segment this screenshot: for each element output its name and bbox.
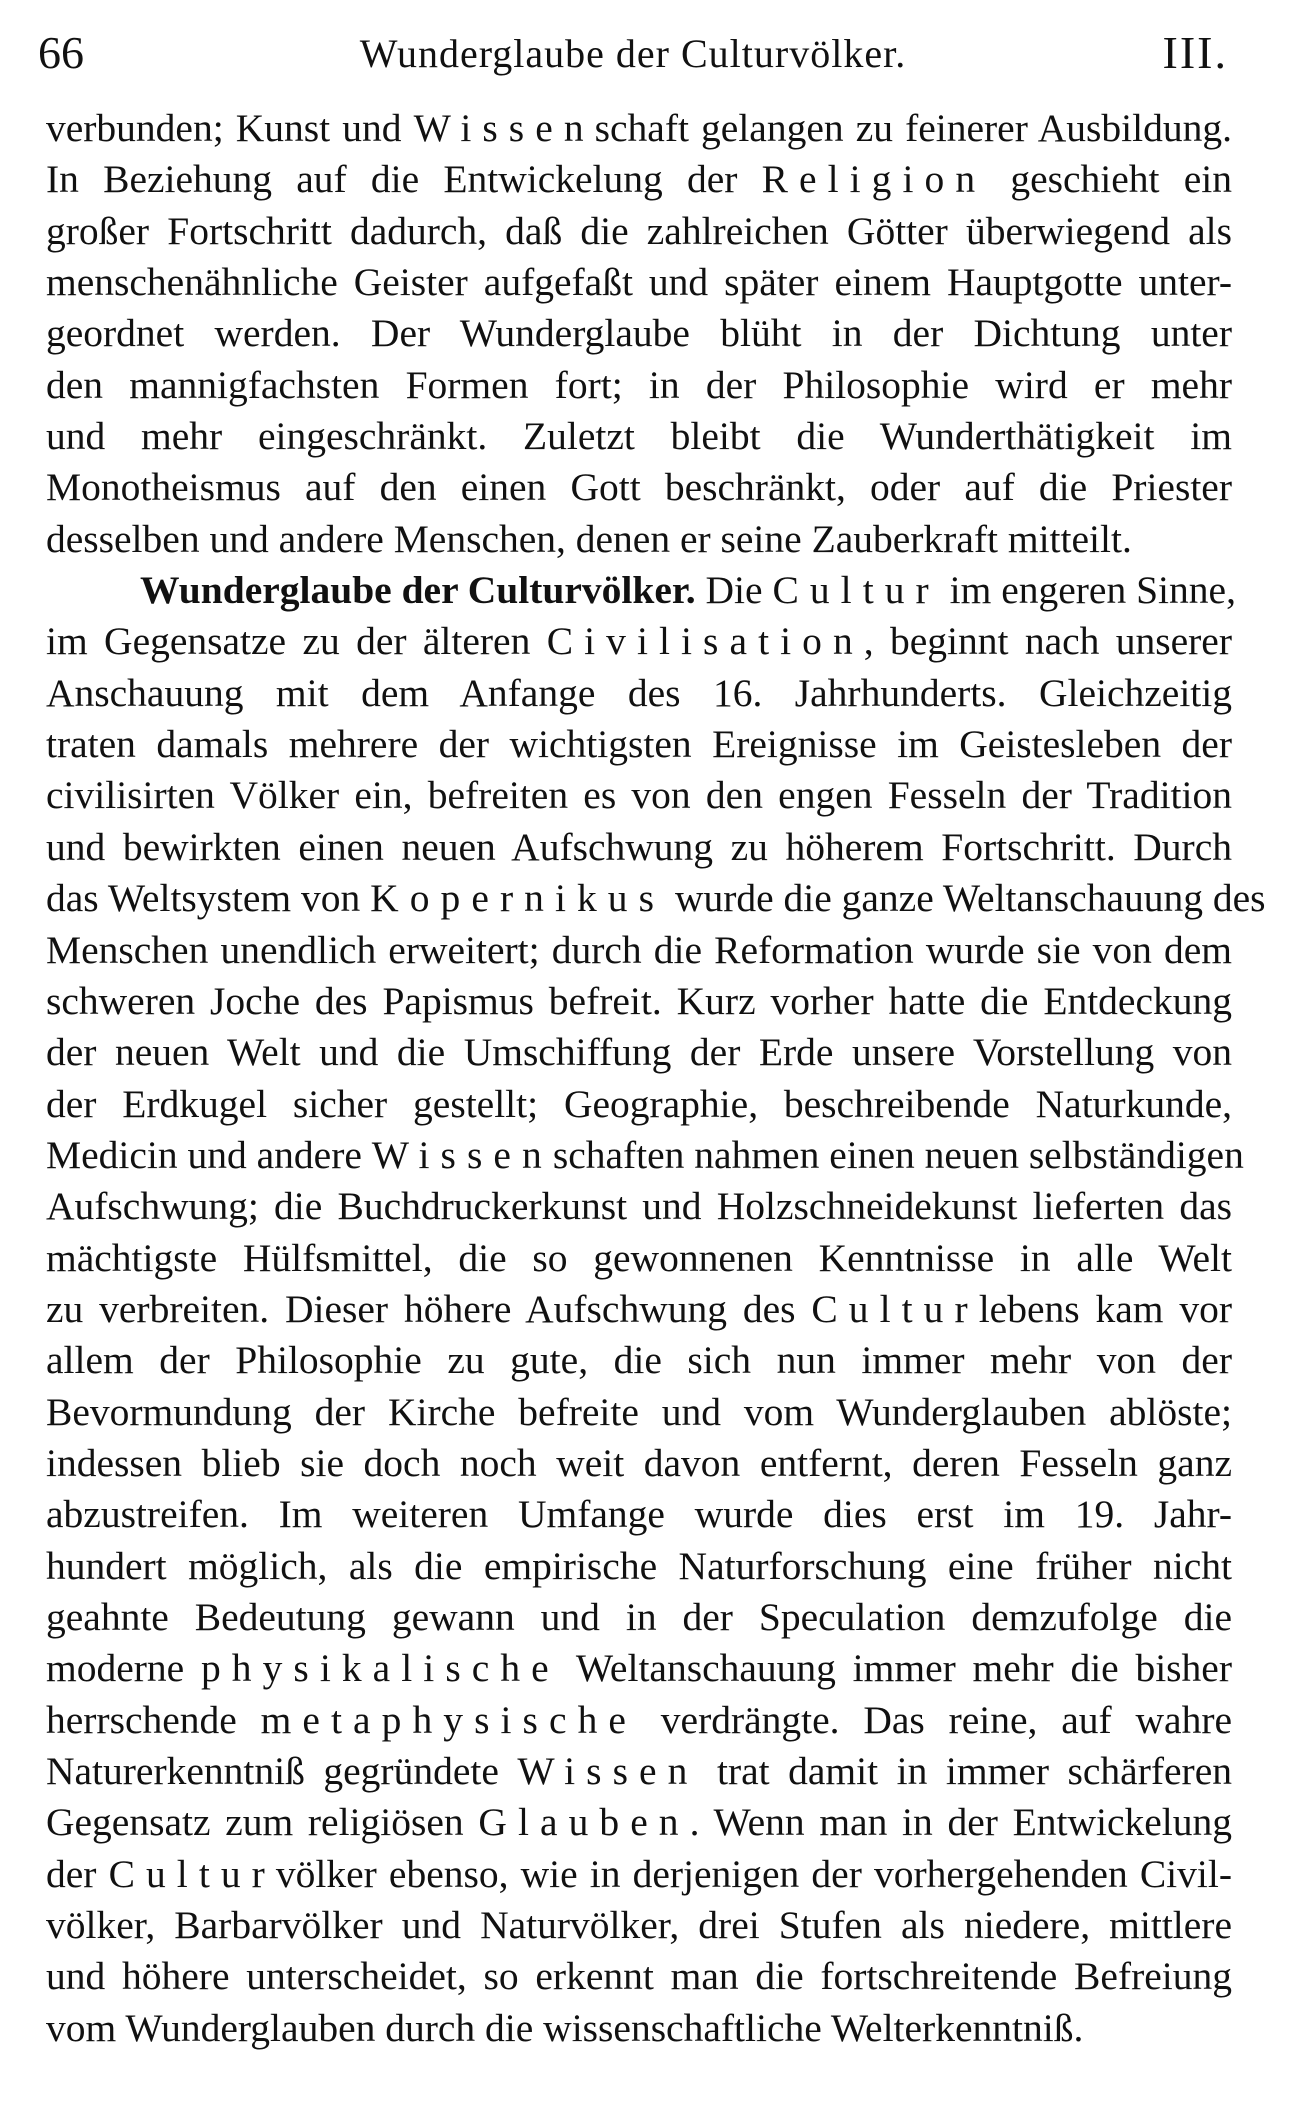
text-line: völker, Barbarvölker und Naturvölker, drei Stufen als niedere, mittlere <box>46 1903 1232 1948</box>
text-line: geordnet werden. Der Wunderglaube blüht in der Dichtung unter <box>46 311 1232 356</box>
text-line: Bevormundung der Kirche befreite und vom Wunderglauben ablöste; <box>46 1389 1232 1434</box>
text-line: geahnte Bedeutung gewann und in der Speculation demzufolge die <box>46 1594 1232 1639</box>
text-line: und mehr eingeschränkt. Zuletzt bleibt die Wunderthätigkeit im <box>46 414 1232 459</box>
text-line: Wunderglaube der Culturvölker. Die Cultur im engeren Sinne, <box>140 568 1236 613</box>
running-title: Wunderglaube der Culturvölker. <box>359 31 907 76</box>
text-line: mächtigste Hülfsmittel, die so gewonnenen Kenntnisse in alle Welt <box>46 1235 1232 1280</box>
page-header <box>38 24 1228 84</box>
spaced-emphasis: Wissen <box>371 1132 553 1177</box>
text-line: menschenähnliche Geister aufgefaßt und später einem Hauptgotte unter- <box>46 260 1232 305</box>
text-line: traten damals mehrere der wichtigsten Ereignisse im Geistesleben der <box>46 722 1232 767</box>
page-number: 66 <box>38 27 84 78</box>
text-line: Gegensatz zum religiösen Glauben. Wenn man in der Entwickelung <box>46 1800 1232 1845</box>
spaced-emphasis: Civilisation <box>546 619 864 664</box>
text-line: den mannigfachsten Formen fort; in der Philosophie wird er mehr <box>46 362 1232 407</box>
text-line: In Beziehung auf die Entwickelung der Religion geschieht ein <box>46 157 1232 202</box>
text-line: allem der Philosophie zu gute, die sich nun immer mehr von der <box>46 1338 1232 1383</box>
spaced-emphasis: metaphysische <box>260 1697 637 1742</box>
spaced-emphasis: Glauben <box>478 1800 690 1845</box>
text-line: der Erdkugel sicher gestellt; Geographie, beschreibende Naturkunde, <box>46 1081 1232 1126</box>
spaced-emphasis: Cultur <box>811 1286 979 1331</box>
text-line: zu verbreiten. Dieser höhere Aufschwung des Culturlebens kam vor <box>46 1286 1232 1331</box>
spaced-emphasis: Wissen <box>413 106 595 150</box>
text-line: Naturerkenntniß gegründete Wissen trat damit in immer schärferen <box>46 1749 1232 1793</box>
text-line: großer Fortschritt dadurch, daß die zahlreichen Götter überwiegend als <box>46 208 1232 253</box>
spaced-emphasis: Cultur <box>772 568 940 613</box>
text-line: der Culturvölker ebenso, wie in derjenigen der vorhergehenden Civil- <box>46 1851 1232 1896</box>
text-line: Monotheismus auf den einen Gott beschränkt, oder auf die Priester <box>46 465 1232 510</box>
text-line: desselben und andere Menschen, denen er seine Zauberkraft mitteilt. <box>46 516 1132 561</box>
text-line: Anschauung mit dem Anfange des 16. Jahrhunderts. Gleichzeitig <box>46 670 1232 715</box>
spaced-emphasis: Wissen <box>517 1749 699 1793</box>
text-line: Medicin und andere Wissenschaften nahmen einen neuen selbständigen <box>46 1132 1244 1177</box>
text-line: moderne physikalische Weltanschauung immer mehr die bisher <box>46 1646 1232 1691</box>
text-line: indessen blieb sie doch noch weit davon entfernt, deren Fesseln ganz <box>46 1440 1232 1485</box>
text-line: herrschende metaphysische verdrängte. Das reine, auf wahre <box>46 1697 1232 1742</box>
spaced-emphasis: physikalische <box>200 1646 560 1691</box>
text-line: der neuen Welt und die Umschiffung der Erde unsere Vorstellung von <box>46 1030 1232 1075</box>
chapter-number: III. <box>1162 27 1228 78</box>
text-line: hundert möglich, als die empirische Naturforschung eine früher nicht <box>46 1543 1232 1588</box>
text-line: abzustreifen. Im weiteren Umfange wurde dies erst im 19. Jahr- <box>46 1492 1232 1537</box>
text-line: im Gegensatze zu der älteren Civilisation, beginnt nach unserer <box>46 619 1232 664</box>
text-line: verbunden; Kunst und Wissenschaft gelangen zu feinerer Ausbildung. <box>46 106 1232 150</box>
text-line: civilisirten Völker ein, befreiten es von den engen Fesseln der Tradition <box>46 773 1232 818</box>
section-heading: Wunderglaube der Culturvölker. <box>140 568 696 613</box>
spaced-emphasis: Religion <box>761 157 987 202</box>
text-line: das Weltsystem von Kopernikus wurde die ganze Weltanschauung des <box>46 876 1266 921</box>
text-line: vom Wunderglauben durch die wissenschaftliche Welterkenntniß. <box>46 2005 1084 2050</box>
text-line: und bewirkten einen neuen Aufschwung zu höherem Fortschritt. Durch <box>46 824 1232 869</box>
text-line: und höhere unterscheidet, so erkennt man die fortschreitende Befreiung <box>46 1954 1232 1999</box>
spaced-emphasis: Cultur <box>108 1851 276 1896</box>
text-line: Aufschwung; die Buchdruckerkunst und Holzschneidekunst lieferten das <box>46 1184 1232 1229</box>
text-line: Menschen unendlich erweitert; durch die Reformation wurde sie von dem <box>46 927 1232 972</box>
body-text <box>46 103 1266 2054</box>
spaced-emphasis: Kopernikus <box>370 876 666 921</box>
text-line: schweren Joche des Papismus befreit. Kurz vorher hatte die Entdeckung <box>46 978 1232 1023</box>
